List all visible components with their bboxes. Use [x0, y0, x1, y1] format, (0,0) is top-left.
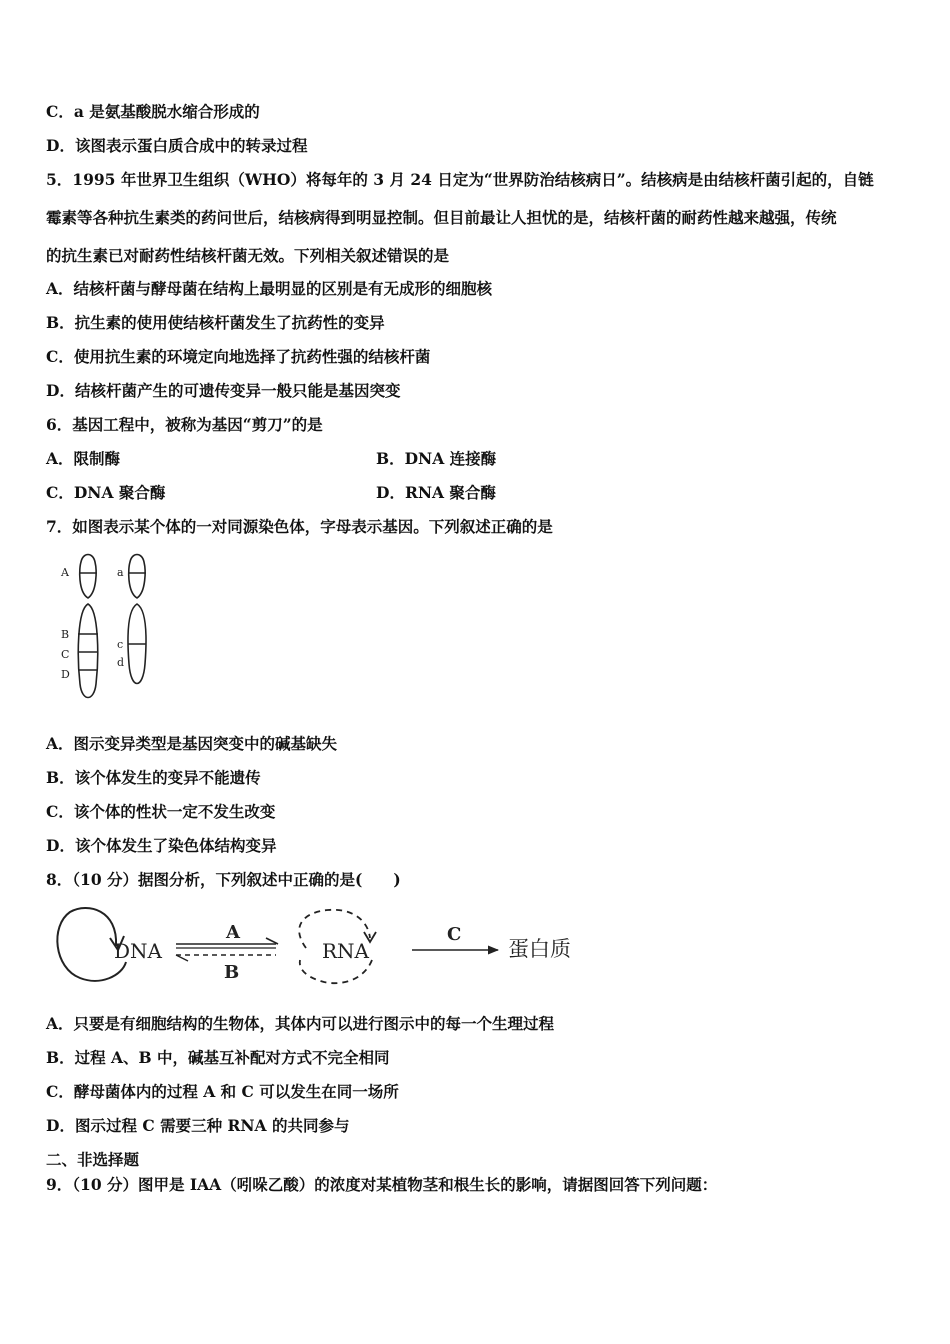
right-gene-label: c: [117, 638, 124, 651]
q5-option-b: B．抗生素的使用使结核杆菌发生了抗药性的变异: [46, 313, 385, 332]
section-title: 二、非选择题: [46, 1150, 140, 1169]
left-gene-label: A: [61, 566, 69, 579]
protein-label: 蛋白质: [508, 937, 571, 961]
q6-option-c: C．DNA 聚合酶: [46, 483, 166, 502]
q7-option-b: B．该个体发生的变异不能遗传: [46, 768, 261, 787]
left-gene-label: D: [61, 668, 70, 681]
right-gene-label: d: [117, 656, 125, 669]
q4-option-c: C．a 是氨基酸脱水缩合形成的: [46, 102, 260, 121]
label-b: B: [224, 962, 240, 983]
q5-option-a: A．结核杆菌与酵母菌在结构上最明显的区别是有无成形的细胞核: [46, 279, 493, 298]
left-gene-label: C: [61, 648, 70, 661]
q4-option-d: D．该图表示蛋白质合成中的转录过程: [46, 136, 308, 155]
q8-stem: 8．（10 分）据图分析，下列叙述中正确的是( ): [46, 870, 401, 889]
label-c: C: [447, 924, 462, 945]
q5-stem-line1: 5．1995 年世界卫生组织（WHO）将每年的 3 月 24 日定为“世界防治结核病日”。结核病是由结核杆菌引起的，自链: [46, 170, 874, 189]
label-a: A: [226, 922, 240, 943]
q6-stem: 6．基因工程中，被称为基因“剪刀”的是: [46, 415, 323, 434]
rna-label: RNA: [322, 939, 370, 963]
q6-option-b: B．DNA 连接酶: [376, 449, 497, 468]
central-dogma-figure: [46, 898, 596, 998]
q9-stem: 9．（10 分）图甲是 IAA（吲哚乙酸）的浓度对某植物茎和根生长的影响，请据图回答下列问题：: [46, 1175, 718, 1194]
q5-option-d: D．结核杆菌产生的可遗传变异一般只能是基因突变: [46, 381, 401, 400]
q6-option-a: A．限制酶: [46, 449, 121, 468]
left-gene-label: B: [61, 628, 70, 641]
dna-label: DNA: [114, 939, 162, 963]
q8-option-b: B．过程 A、B 中，碱基互补配对方式不完全相同: [46, 1048, 390, 1067]
q6-option-d: D．RNA 聚合酶: [376, 483, 496, 502]
right-gene-label: a: [117, 566, 124, 579]
q5-stem-line2: 霉素等各种抗生素类的药问世后，结核病得到明显控制。但目前最让人担忧的是，结核杆菌的耐药性越来越强，传统: [46, 208, 837, 227]
chromosome-figure: [55, 548, 165, 708]
q8-option-a: A．只要是有细胞结构的生物体，其体内可以进行图示中的每一个生理过程: [46, 1014, 555, 1033]
q7-option-a: A．图示变异类型是基因突变中的碱基缺失: [46, 734, 338, 753]
right-chromosome-upper-arm: [129, 555, 145, 599]
q5-stem-line3: 的抗生素已对耐药性结核杆菌无效。下列相关叙述错误的是: [46, 246, 450, 265]
left-chromosome-upper-arm: [80, 555, 96, 599]
left-chromosome-lower-arm: [78, 604, 97, 698]
q7-option-d: D．该个体发生了染色体结构变异: [46, 836, 277, 855]
q7-option-c: C．该个体的性状一定不发生改变: [46, 802, 276, 821]
q8-option-c: C．酵母菌体内的过程 A 和 C 可以发生在同一场所: [46, 1082, 399, 1101]
q5-option-c: C．使用抗生素的环境定向地选择了抗药性强的结核杆菌: [46, 347, 431, 366]
q7-stem: 7．如图表示某个体的一对同源染色体，字母表示基因。下列叙述正确的是: [46, 517, 553, 536]
q8-option-d: D．图示过程 C 需要三种 RNA 的共同参与: [46, 1116, 350, 1135]
